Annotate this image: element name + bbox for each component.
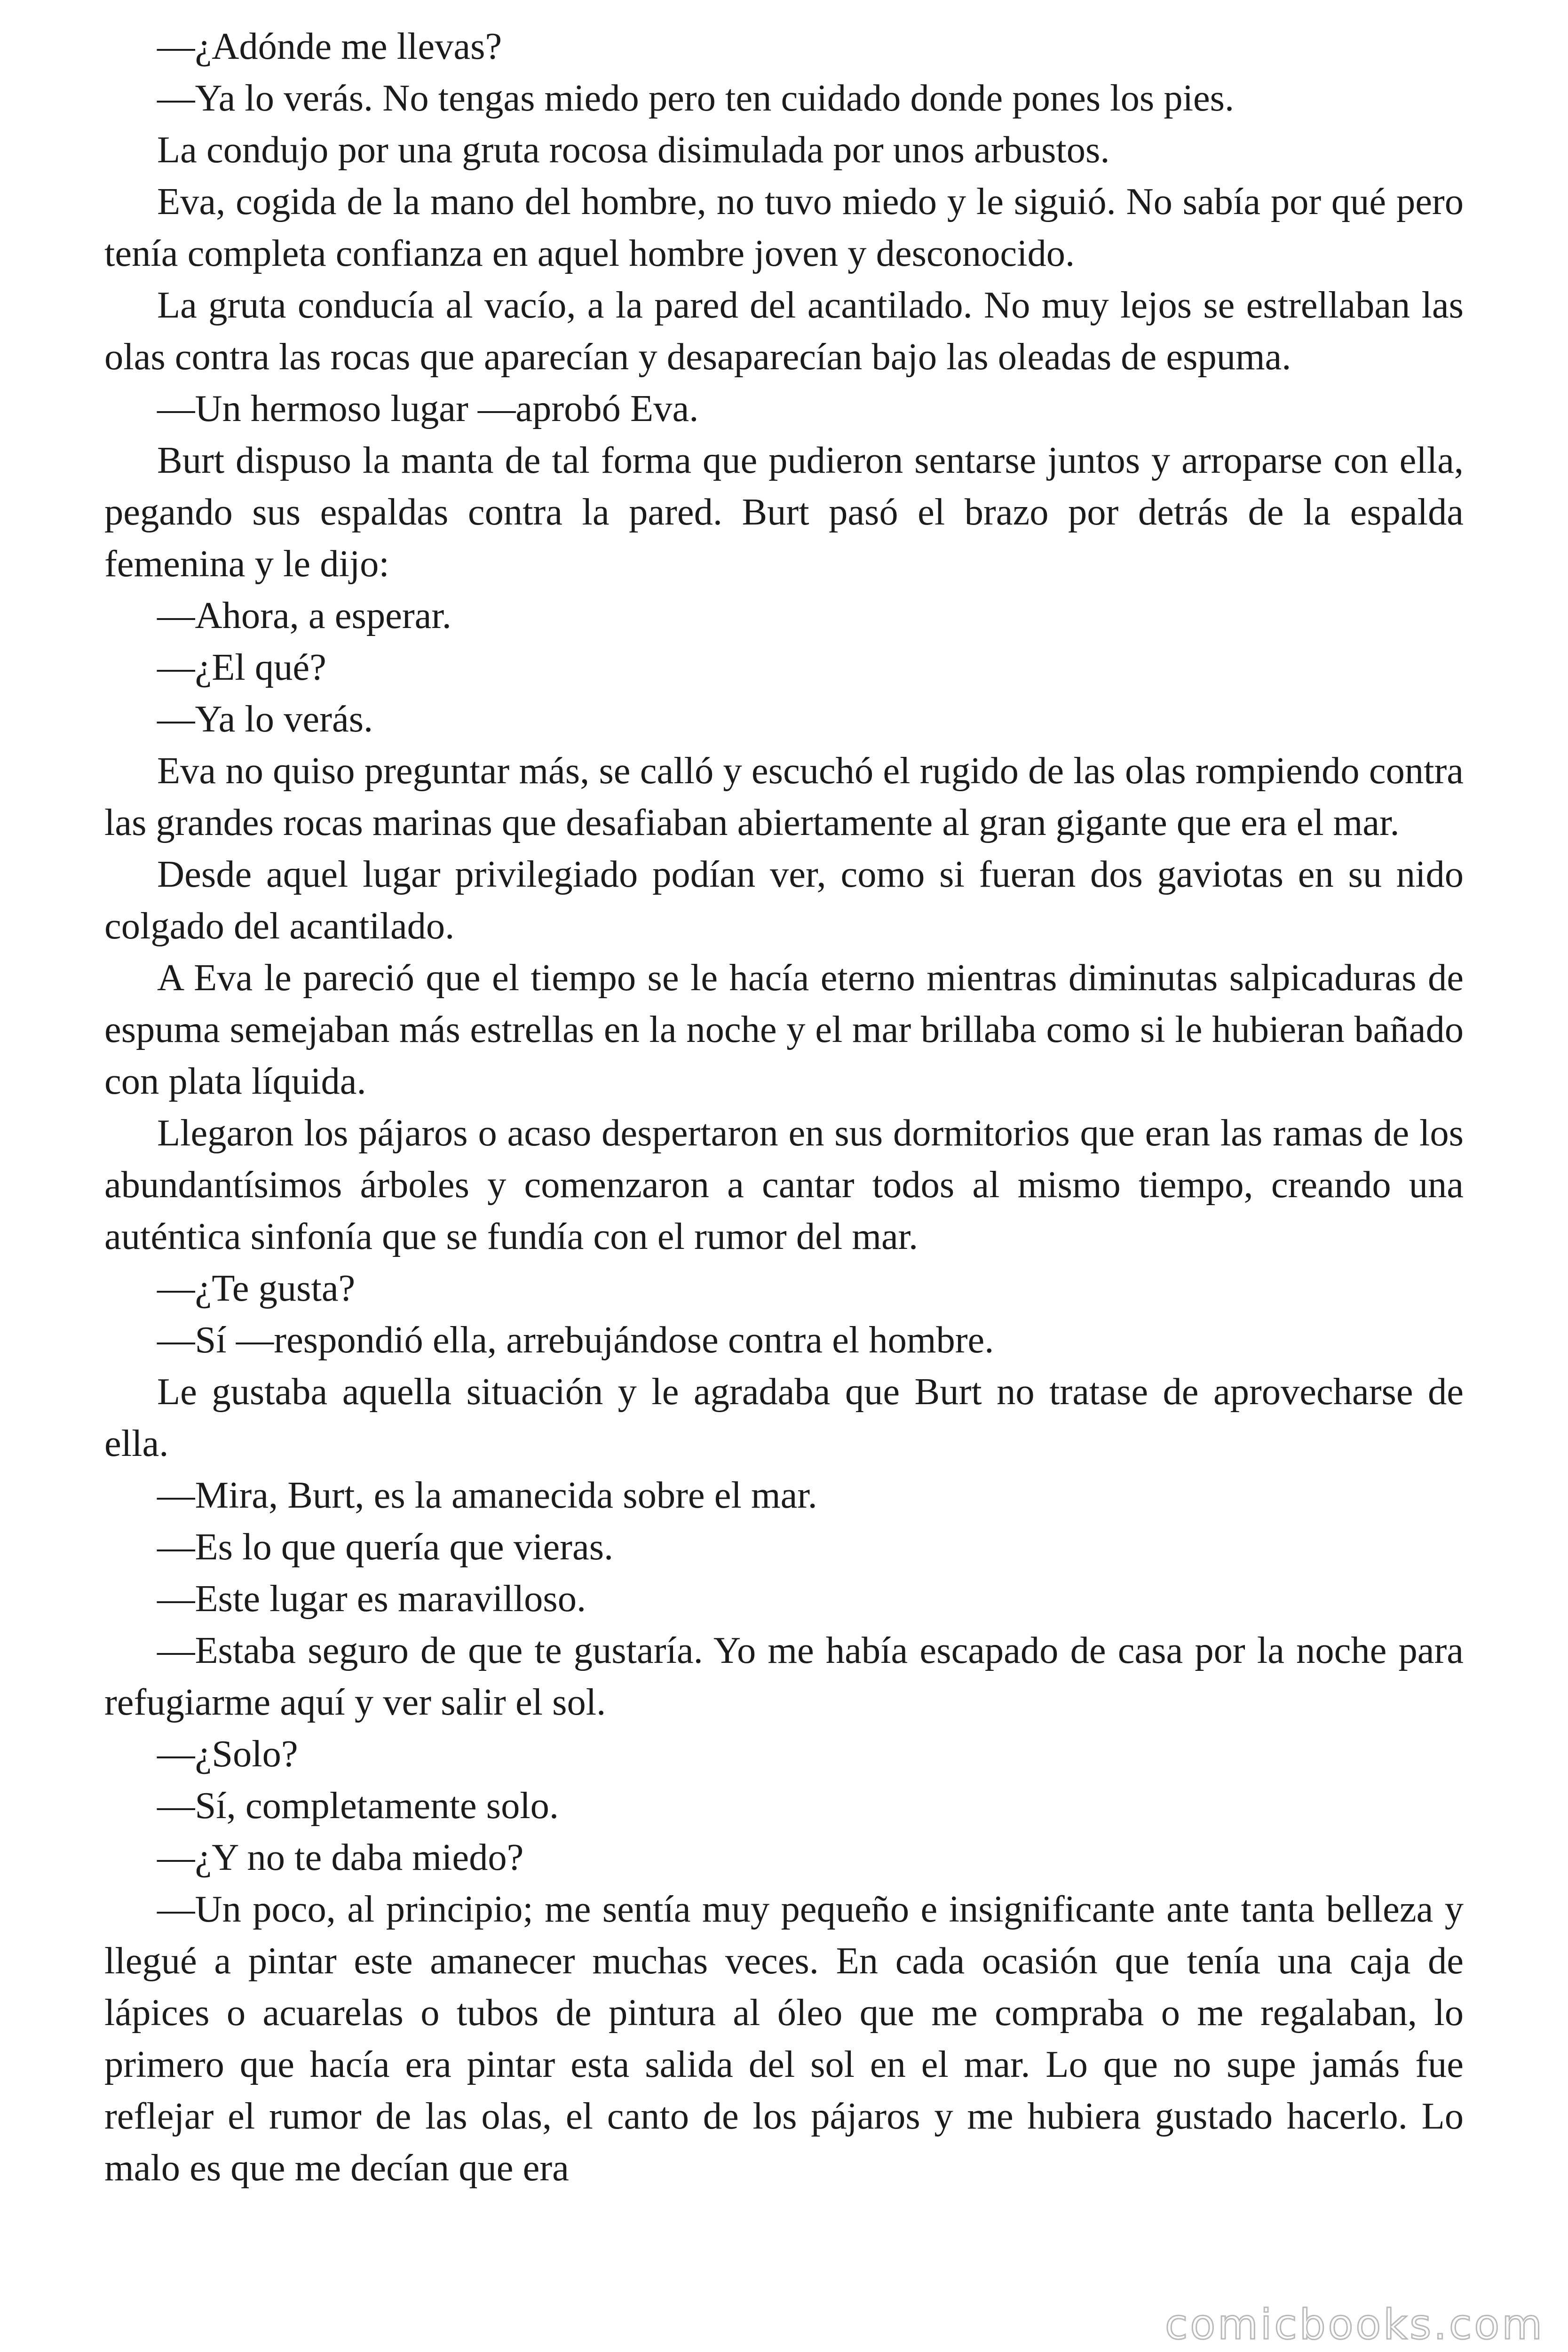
paragraph: Le gustaba aquella situación y le agradaba que Burt no tratase de aprovecharse de ella. [104, 1371, 1464, 1464]
paragraph: Burt dispuso la manta de tal forma que pudieron sentarse juntos y arroparse con ella, pegando sus espaldas contra la pared. Burt pasó el brazo por detrás de la espalda femenina y le dijo: [104, 439, 1464, 585]
paragraph: —¿Y no te daba miedo? [157, 1836, 524, 1878]
site-watermark: comicbooks.com [1164, 2300, 1544, 2349]
paragraph: —Sí —respondió ella, arrebujándose contra el hombre. [157, 1319, 994, 1361]
paragraph: —Estaba seguro de que te gustaría. Yo me había escapado de casa por la noche para refugiarme aquí y ver salir el sol. [104, 1629, 1464, 1723]
paragraph: —Un hermoso lugar —aprobó Eva. [157, 388, 699, 429]
paragraph: —Este lugar es maravilloso. [157, 1578, 586, 1620]
paragraph: —¿Solo? [157, 1733, 298, 1775]
paragraph: —¿Te gusta? [157, 1267, 356, 1309]
paragraph: Eva, cogida de la mano del hombre, no tuvo miedo y le siguió. No sabía por qué pero tenía completa confianza en aquel hombre joven y desconocido. [104, 181, 1464, 274]
paragraph: —Es lo que quería que vieras. [157, 1526, 614, 1568]
paragraph: —Ya lo verás. No tengas miedo pero ten cuidado donde pones los pies. [157, 77, 1235, 119]
page-body [104, 21, 1464, 2194]
paragraph: A Eva le pareció que el tiempo se le hacía eterno mientras diminutas salpicaduras de espuma semejaban más estrellas en la noche y el mar brillaba como si le hubieran bañado con plata líquida. [104, 957, 1464, 1102]
paragraph: —¿Adónde me llevas? [157, 25, 502, 67]
paragraph: Eva no quiso preguntar más, se calló y escuchó el rugido de las olas rompiendo contra las grandes rocas marinas que desafiaban abiertamente al gran gigante que era el mar. [104, 750, 1464, 843]
paragraph: —Ahora, a esperar. [157, 595, 451, 636]
paragraph: —Sí, completamente solo. [157, 1785, 559, 1827]
paragraph: Desde aquel lugar privilegiado podían ver, como si fueran dos gaviotas en su nido colgado del acantilado. [104, 853, 1464, 947]
paragraph: La gruta conducía al vacío, a la pared del acantilado. No muy lejos se estrellaban las olas contra las rocas que aparecían y desaparecían bajo las oleadas de espuma. [104, 284, 1464, 378]
paragraph: La condujo por una gruta rocosa disimulada por unos arbustos. [157, 129, 1110, 171]
paragraph: —Un poco, al principio; me sentía muy pequeño e insignificante ante tanta belleza y llegué a pintar este amanecer muchas veces. En cada ocasión que tenía una caja de lápices o acuarelas o tubos de pintura al óleo que me compraba o me regalaban, lo primero que hacía era pintar esta salida del sol en el mar. Lo que no supe jamás fue reflejar el rumor de las olas, el canto de los pájaros y me hubiera gustado hacerlo. Lo malo es que me decían que era [104, 1888, 1464, 2189]
paragraph: Llegaron los pájaros o acaso despertaron en sus dormitorios que eran las ramas de los abundantísimos árboles y comenzaron a cantar todos al mismo tiempo, creando una auténtica sinfonía que se fundía con el rumor del mar. [104, 1112, 1464, 1257]
paragraph: —¿El qué? [157, 646, 326, 688]
paragraph: —Mira, Burt, es la amanecida sobre el mar. [157, 1474, 817, 1516]
paragraph: —Ya lo verás. [157, 698, 373, 740]
